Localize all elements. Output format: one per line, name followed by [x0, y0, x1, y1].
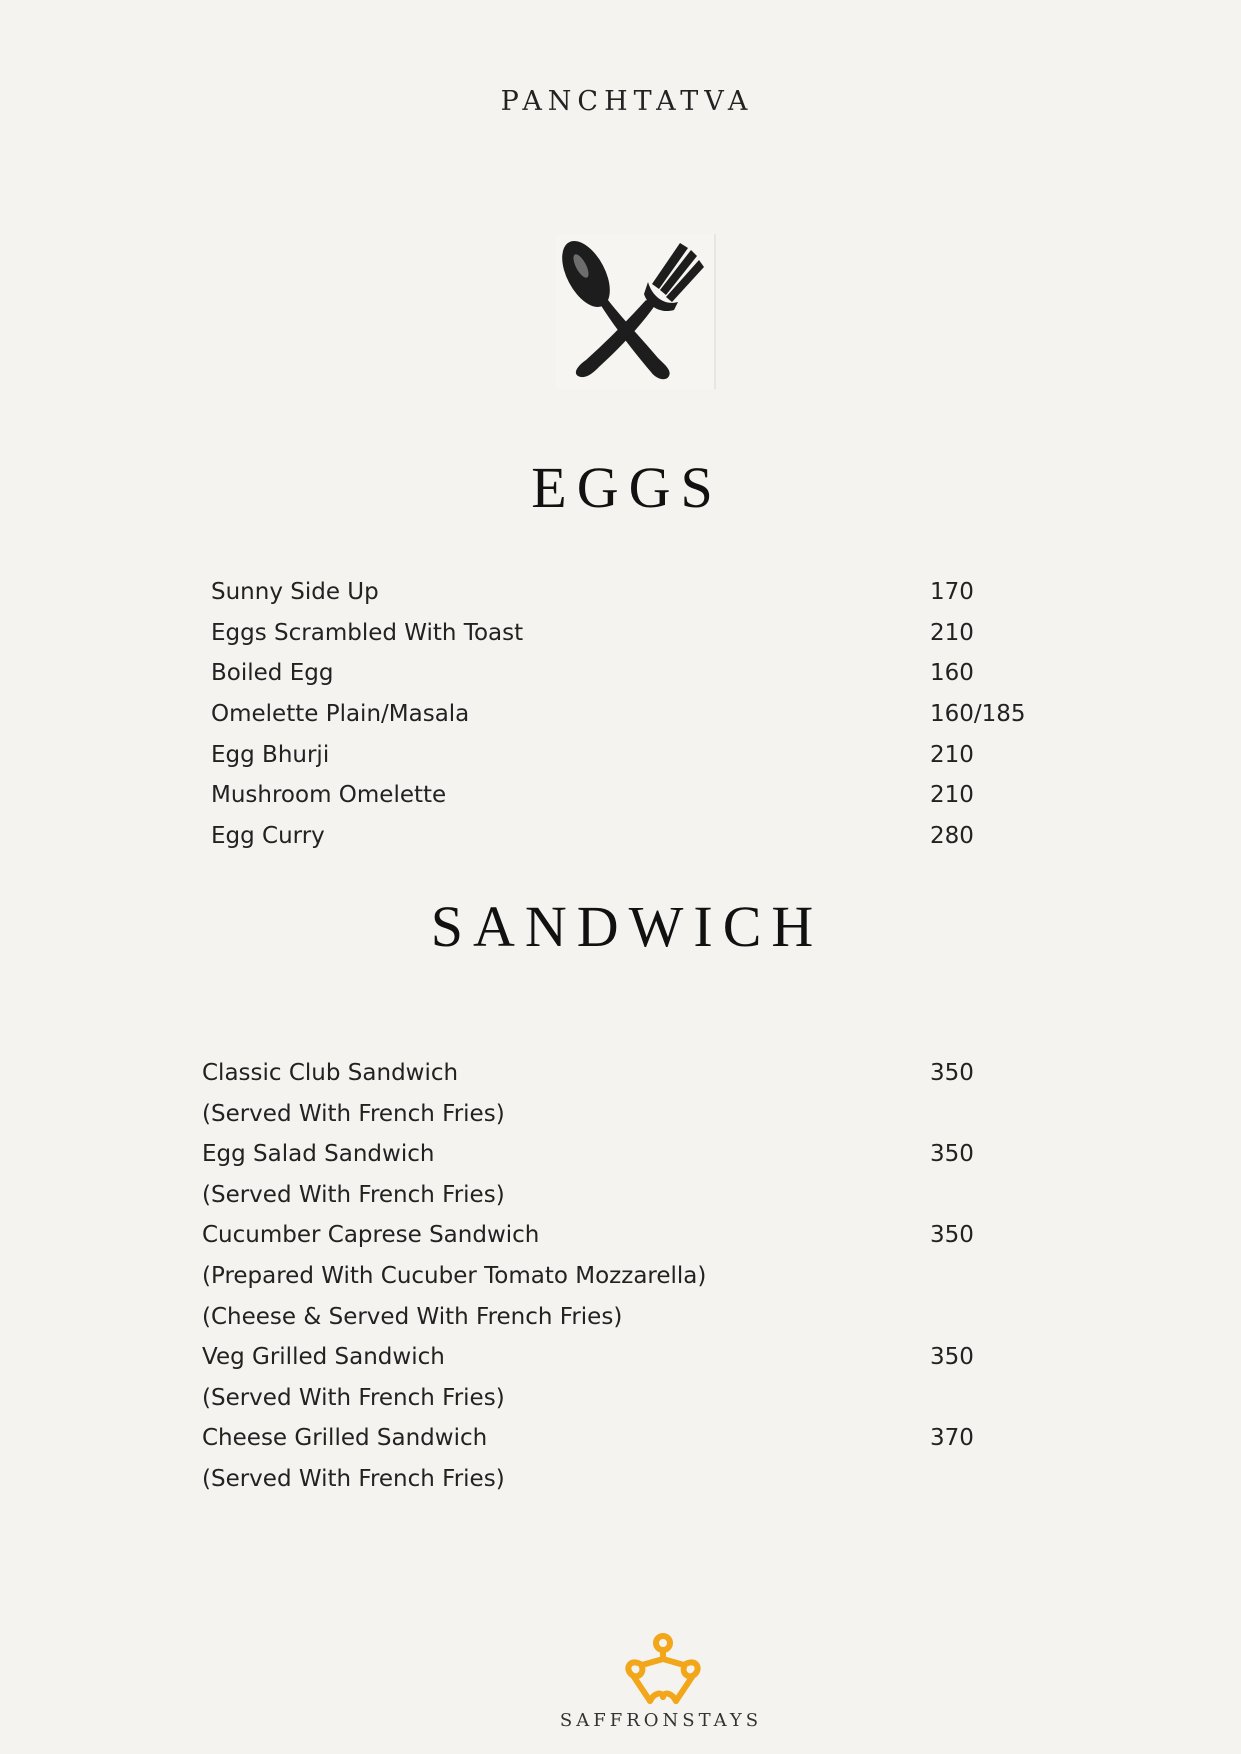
saffronstays-logo-icon — [620, 1631, 706, 1711]
item-price: 350 — [930, 1344, 974, 1371]
brand-title: PANCHTATVA — [500, 86, 754, 117]
menu-line — [202, 1378, 1061, 1419]
menu-line — [202, 1053, 1061, 1094]
menu-item — [211, 613, 1061, 654]
item-text: Egg Salad Sandwich — [202, 1141, 435, 1168]
menu-item — [211, 572, 1061, 613]
item-name: Eggs Scrambled With Toast — [211, 619, 524, 646]
menu-line — [202, 1134, 1061, 1175]
item-name: Sunny Side Up — [211, 579, 379, 605]
item-price: 370 — [930, 1425, 974, 1452]
item-name: Omelette Plain/Masala — [211, 701, 470, 728]
item-price: 210 — [930, 619, 974, 646]
eggs-menu-list — [211, 572, 1061, 857]
item-text: Cucumber Caprese Sandwich — [202, 1222, 540, 1249]
menu-item — [211, 653, 1061, 694]
menu-line — [202, 1459, 1061, 1500]
menu-line — [202, 1418, 1061, 1459]
item-name: Boiled Egg — [211, 660, 334, 687]
item-price: 160 — [930, 660, 974, 687]
menu-line — [202, 1215, 1061, 1256]
section-title-sandwich: SANDWICH — [430, 894, 824, 959]
item-price: 170 — [930, 579, 974, 605]
item-price: 350 — [930, 1141, 974, 1168]
item-text: Classic Club Sandwich — [202, 1060, 459, 1086]
menu-line — [202, 1256, 1061, 1297]
item-price: 210 — [930, 782, 974, 809]
item-text: (Served With French Fries) — [202, 1384, 505, 1411]
menu-line — [202, 1175, 1061, 1216]
item-price: 350 — [930, 1222, 974, 1249]
item-text: Cheese Grilled Sandwich — [202, 1425, 488, 1452]
menu-line — [202, 1297, 1061, 1338]
item-text: (Served With French Fries) — [202, 1181, 505, 1208]
item-price: 350 — [930, 1060, 974, 1086]
item-text: (Served With French Fries) — [202, 1100, 505, 1127]
item-price: 280 — [930, 823, 974, 850]
menu-item — [211, 816, 1061, 857]
menu-item — [211, 775, 1061, 816]
item-name: Egg Curry — [211, 823, 325, 850]
section-title-eggs: EGGS — [531, 455, 723, 520]
spoon-fork-icon — [556, 234, 716, 389]
item-name: Mushroom Omelette — [211, 782, 447, 809]
item-price: 210 — [930, 741, 974, 768]
item-text: Veg Grilled Sandwich — [202, 1344, 445, 1371]
menu-item — [211, 694, 1061, 735]
item-text: (Cheese & Served With French Fries) — [202, 1303, 623, 1330]
item-price: 160/185 — [930, 701, 1026, 728]
menu-line — [202, 1337, 1061, 1378]
item-text: (Prepared With Cucuber Tomato Mozzarella) — [202, 1262, 707, 1289]
item-text: (Served With French Fries) — [202, 1465, 505, 1492]
sandwich-menu-list — [202, 1053, 1061, 1500]
item-name: Egg Bhurji — [211, 741, 330, 768]
footer-logo-text: SAFFRONSTAYS — [559, 1710, 763, 1731]
menu-line — [202, 1094, 1061, 1135]
menu-item — [211, 735, 1061, 776]
